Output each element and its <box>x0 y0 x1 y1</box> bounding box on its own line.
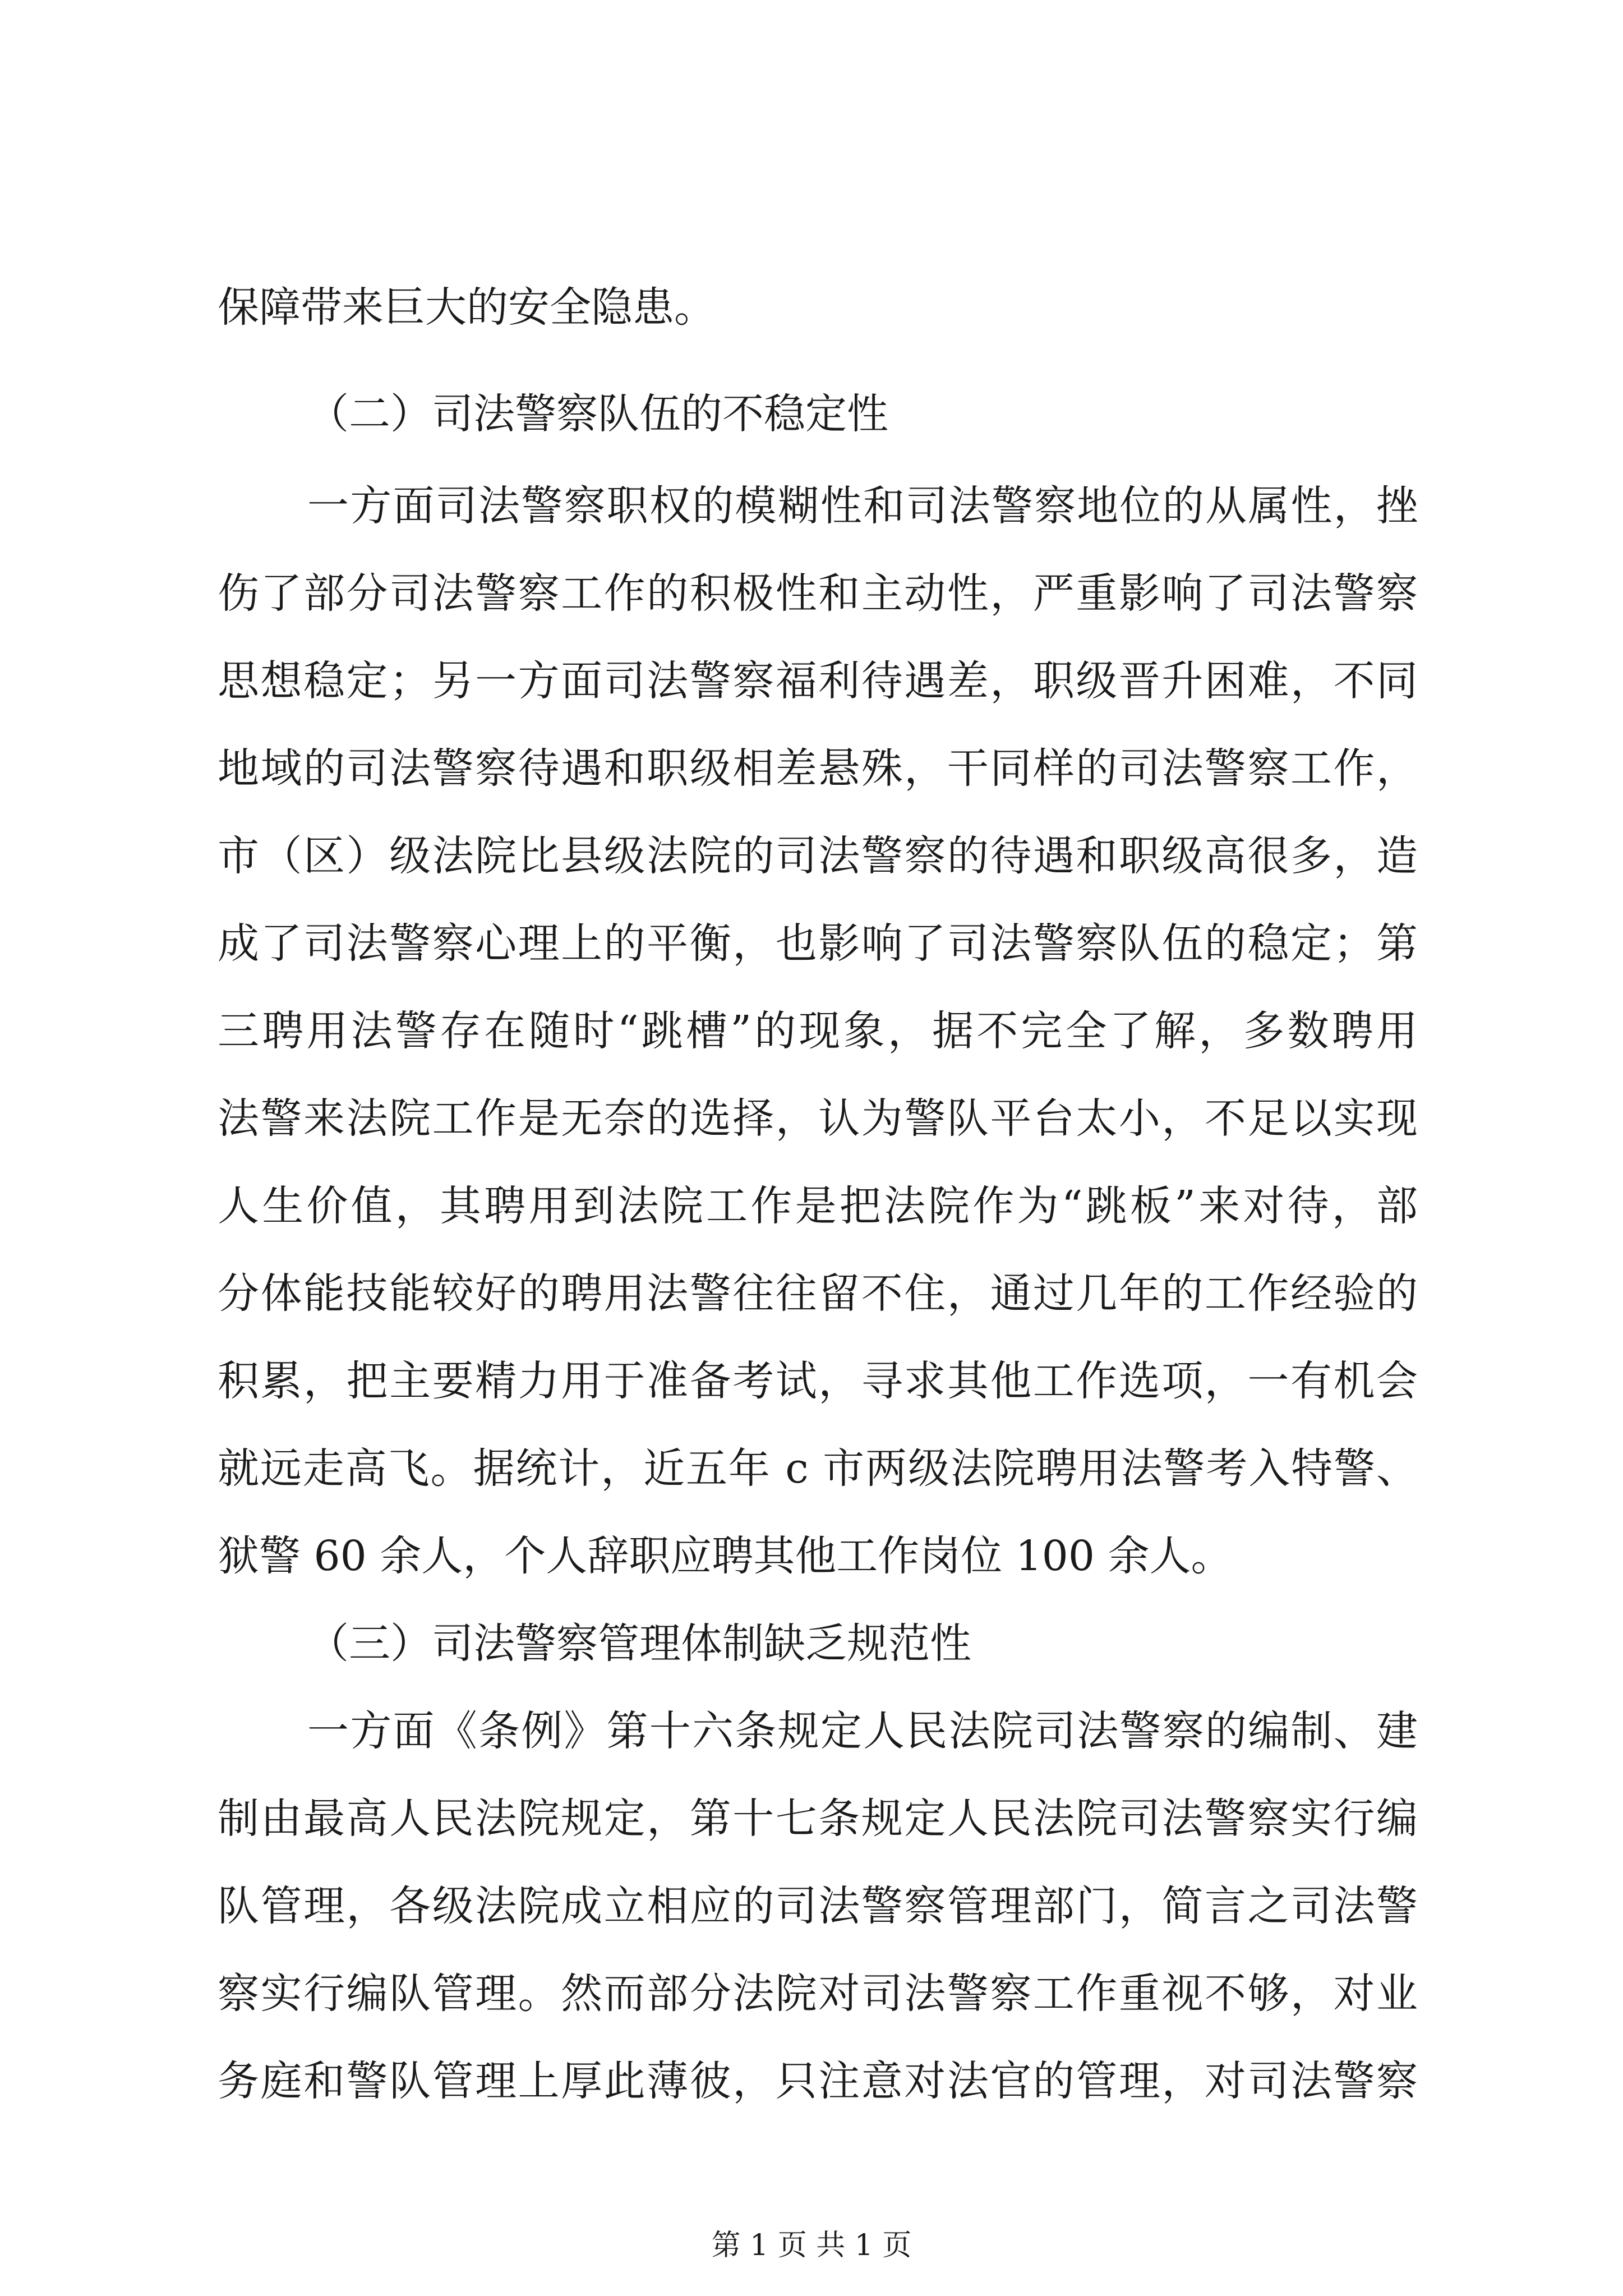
section-heading: （三）司法警察管理体制缺乏规范性 <box>307 1619 971 1668</box>
body-line: 制由最高人民法院规定，第十七条规定人民法院司法警察实行编 <box>218 1795 1418 1843</box>
body-line: 积累，把主要精力用于准备考试，寻求其他工作选项，一有机会 <box>218 1357 1418 1405</box>
body-line: 狱警 60 余人，个人辞职应聘其他工作岗位 100 余人。 <box>218 1532 1233 1580</box>
body-line: 成了司法警察心理上的平衡，也影响了司法警察队伍的稳定；第 <box>218 919 1418 968</box>
body-line: 法警来法院工作是无奈的选择，认为警队平台太小，不足以实现 <box>218 1094 1418 1143</box>
body-line: 就远走高飞。据统计，近五年 c 市两级法院聘用法警考入特警、 <box>218 1444 1418 1493</box>
body-line: 人生价值，其聘用到法院工作是把法院作为“跳板”来对待，部 <box>218 1182 1418 1230</box>
body-line: 一方面《条例》第十六条规定人民法院司法警察的编制、建 <box>307 1707 1418 1755</box>
body-line: 保障带来巨大的安全隐患。 <box>218 283 716 332</box>
body-line: 思想稳定；另一方面司法警察福利待遇差，职级晋升困难，不同 <box>218 657 1418 705</box>
body-line: 三聘用法警存在随时“跳槽”的现象，据不完全了解，多数聘用 <box>218 1007 1418 1055</box>
body-line: 市（区）级法院比县级法院的司法警察的待遇和职级高很多，造 <box>218 832 1418 880</box>
body-line: 分体能技能较好的聘用法警往往留不住，通过几年的工作经验的 <box>218 1269 1418 1318</box>
body-line: 务庭和警队管理上厚此薄彼，只注意对法官的管理，对司法警察 <box>218 2057 1418 2105</box>
body-line: 一方面司法警察职权的模糊性和司法警察地位的从属性，挫 <box>307 482 1418 530</box>
page-number-footer: 第 1 页 共 1 页 <box>711 2229 912 2262</box>
body-line: 地域的司法警察待遇和职级相差悬殊，干同样的司法警察工作， <box>218 744 1418 793</box>
section-heading: （二）司法警察队伍的不稳定性 <box>307 390 888 438</box>
body-line: 队管理，各级法院成立相应的司法警察管理部门，简言之司法警 <box>218 1882 1418 1930</box>
body-line: 察实行编队管理。然而部分法院对司法警察工作重视不够，对业 <box>218 1970 1418 2018</box>
body-line: 伤了部分司法警察工作的积极性和主动性，严重影响了司法警察 <box>218 569 1418 618</box>
